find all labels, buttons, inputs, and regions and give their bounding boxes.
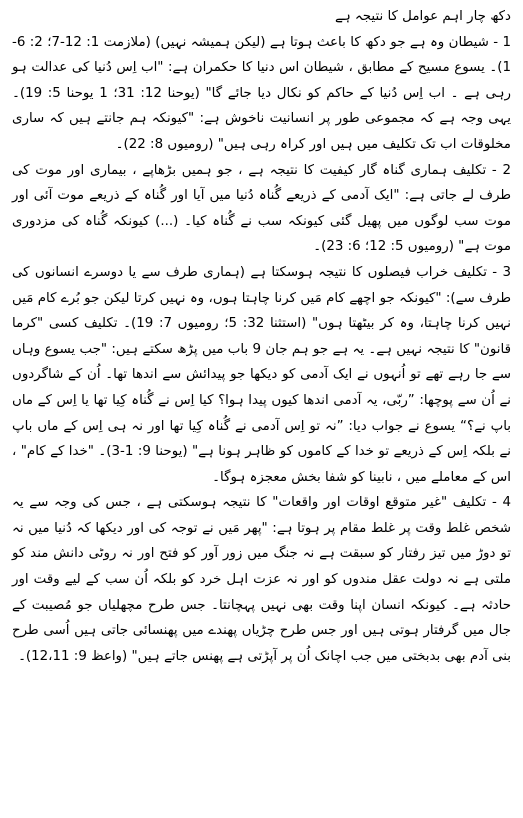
paragraph-unforeseen-occurrence: 4 - تکلیف "غیر متوقع اوقات اور واقعات" کا نتیجہ ہوسکتی ہے ، جس کی وجہ سے یہ شخص غلط وقت پر غلط مقام پر ہوتا ہے: "پھر مَیں نے توجہ کی اور دیکھا کہ دُنیا میں نہ تو دوڑ میں تیز رفتار کو سبقت ہے نہ جنگ میں زور آور کو فتح اور نہ روٹی دانش مند کو ملتی ہے نہ دولت عقل مندوں کو اور نہ عزت اہل خرد کو بلکہ اُن سب کے لیے وقت اور حادثہ ہے۔ کیونکہ انسان اپنا وقت بھی نہیں پہچانتا۔ جس طرح مچھلیاں جو مُصیبت کے جال میں گرفتار ہوتی ہیں اور جس طرح چڑیاں پھندے میں پھنسائی جاتی ہیں اُسی طرح بنی آدم بھی بدبختی میں جب اچانک اُن پر آپڑتی ہے پھنس جاتے ہیں" (واعظ 9: 12،11)۔ [12,495,511,664]
paragraph-sinful-condition: 2 - تکلیف ہماری گناہ گار کیفیت کا نتیجہ ہے ، جو ہمیں بڑھاپے ، بیماری اور موت کی طرف لے جاتی ہے: "ایک آدمی کے ذریعے گُناہ دُنیا میں آیا اور گُناہ کے ذریعے موت آئی اور موت سب لوگوں میں پھیل گئی کیونکہ سب نے گُناہ کیا۔ (...) کیونکہ گُناہ کی مزدوری موت ہے" (رومیوں 5: 12؛ 6: 23)۔ [12,162,511,255]
document-heading: دکھ چار اہم عوامل کا نتیجہ ہے [334,9,511,24]
paragraph-bad-decisions: 3 - تکلیف خراب فیصلوں کا نتیجہ ہوسکتا ہے (ہماری طرف سے یا دوسرے انسانوں کی طرف سے): "کیونکہ جو اچھے کام مَیں کرنا چاہتا ہوں، وہ نہیں کرتا لیکن جو بُرے کام مَیں نہیں کرنا چاہتا، وہ کر بیٹھتا ہوں" (استثنا 32: 5؛ رومیوں 7: 19)۔ تکلیف کسی "کرما قانون" کا نتیجہ نہیں ہے۔ یہ ہے جو ہم جان 9 باب میں پڑھ سکتے ہیں: "جب یسوع وہاں سے جا رہے تھے تو اُنہوں نے ایک آدمی کو دیکھا جو پیدائش سے اندھا تھا۔ اُن کے شاگردوں نے اُن سے پوچھا: ”ربّی، یہ آدمی اندھا کیوں پیدا ہوا؟ کیا اِس نے گُناہ کِیا تھا یا اِس کے ماں باپ نے؟“ یسوع نے جواب دیا: ”نہ تو اِس آدمی نے گُناہ کِیا تھا اور نہ ہی اِس کے ماں باپ نے بلکہ اِس کے ذریعے تو خدا کے کاموں کو ظاہر ہونا ہے" (یوحنا 9: 1-3)۔ "خدا کے کام" ، اس کے معاملے میں ، نابینا کو شفا بخش معجزہ ہوگا۔ [12,264,511,485]
paragraph-satan: 1 - شیطان وہ ہے جو دکھ کا باعث ہوتا ہے (لیکن ہمیشہ نہیں) (ملازمت 1: 12-7؛ 2: 6-1)۔ یسوع مسیح کے مطابق ، شیطان اس دنیا کا حکمران ہے: "اب اِس دُنیا کی عدالت ہو رہی ہے ۔ اب اِس دُنیا کے حاکم کو نکال دیا جائے گا" (یوحنا 12: 31؛ 1 یوحنا 5: 19)۔ یہی وجہ ہے کہ مجموعی طور پر انسانیت ناخوش ہے: "کیونکہ ہم جانتے ہیں کہ ساری مخلوقات اب تک تکلیف میں ہیں اور کراہ رہی ہیں" (رومیوں 8: 22)۔ [12,34,511,152]
